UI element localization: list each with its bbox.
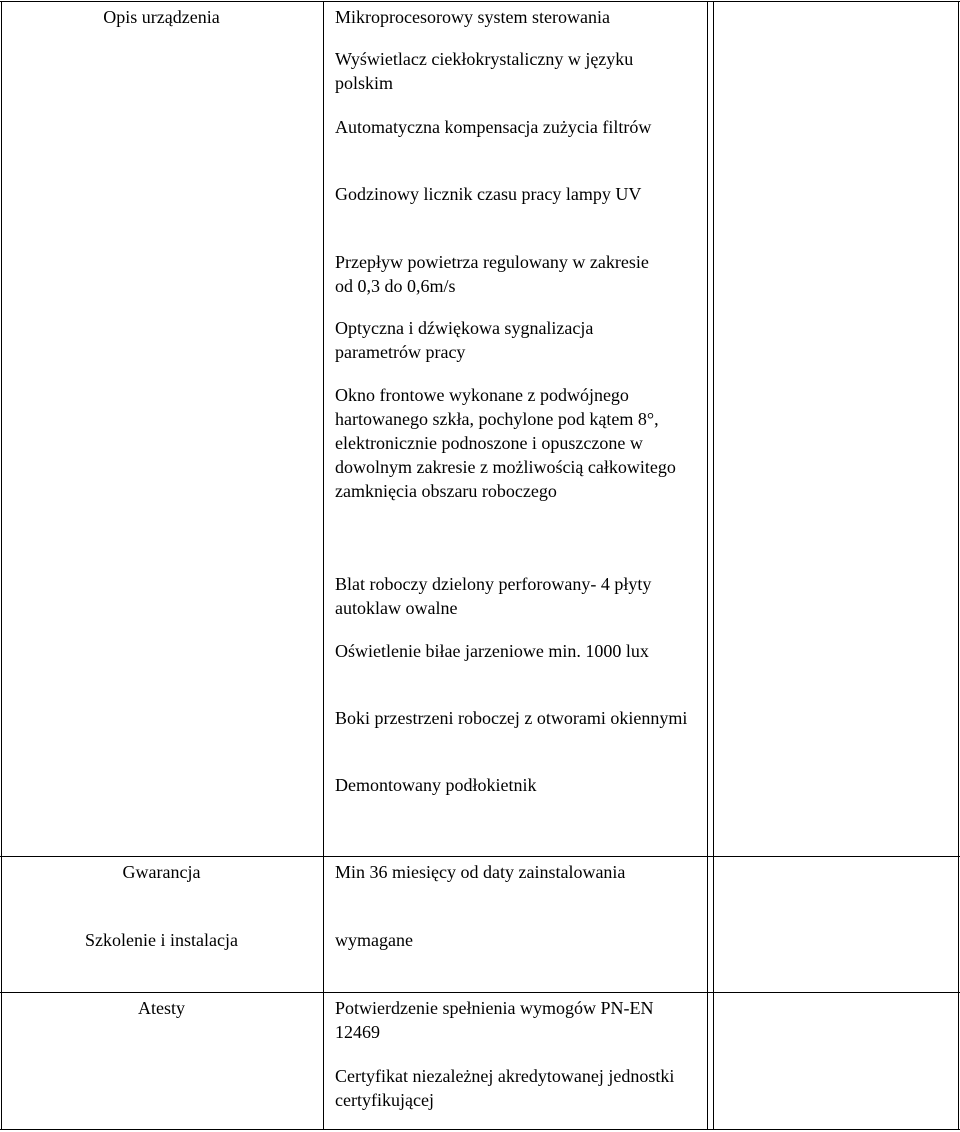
table-border-top [0, 1, 960, 2]
spec-item: Oświetlenie biłae jarzeniowe min. 1000 lux [335, 641, 649, 661]
table-border-bottom [0, 1129, 960, 1130]
spec-item: Automatyczna kompensacja zużycia filtrów [335, 117, 652, 137]
spec-item: Min 36 miesięcy od daty zainstalowania [335, 862, 626, 882]
table-border-right [958, 1, 959, 1130]
spec-item: Wyświetlacz ciekłokrystaliczny w języku polskim [335, 49, 634, 93]
spec-item: wymagane [335, 930, 413, 950]
row-divider-2 [0, 992, 960, 993]
row-label-gwarancja: Gwarancja [122, 862, 201, 882]
spec-item: Optyczna i dźwiękowa sygnalizacja parametrów pracy [335, 318, 594, 362]
row-label-atesty: Atesty [138, 998, 185, 1018]
spec-item: Certyfikat niezależnej akredytowanej jednostki certyfikującej [335, 1066, 675, 1110]
spec-item: Potwierdzenie spełnienia wymogów PN-EN 12469 [335, 998, 654, 1042]
row-divider-1 [0, 856, 960, 857]
column-divider-3 [713, 1, 714, 1130]
table-border-left [1, 1, 2, 1130]
spec-item: Blat roboczy dzielony perforowany- 4 płyty autoklaw owalne [335, 574, 652, 618]
row-label-opis: Opis urządzenia [103, 7, 220, 27]
spec-item: Mikroprocesorowy system sterowania [335, 7, 610, 27]
column-divider-2 [707, 1, 708, 1130]
spec-item: Boki przestrzeni roboczej z otworami okiennymi [335, 708, 688, 728]
row-label-szkolenie: Szkolenie i instalacja [85, 930, 238, 950]
spec-item: Przepływ powietrza regulowany w zakresie od 0,3 do 0,6m/s [335, 252, 649, 296]
column-divider-1 [323, 1, 324, 1130]
spec-item: Godzinowy licznik czasu pracy lampy UV [335, 184, 642, 204]
spec-item: Demontowany podłokietnik [335, 775, 537, 795]
spec-item: Okno frontowe wykonane z podwójnego hartowanego szkła, pochylone pod kątem 8°, elektronicznie podnoszone i opuszczone w dowolnym zakresie z możliwością całkowitego zamknięcia obszaru roboczego [335, 385, 676, 501]
